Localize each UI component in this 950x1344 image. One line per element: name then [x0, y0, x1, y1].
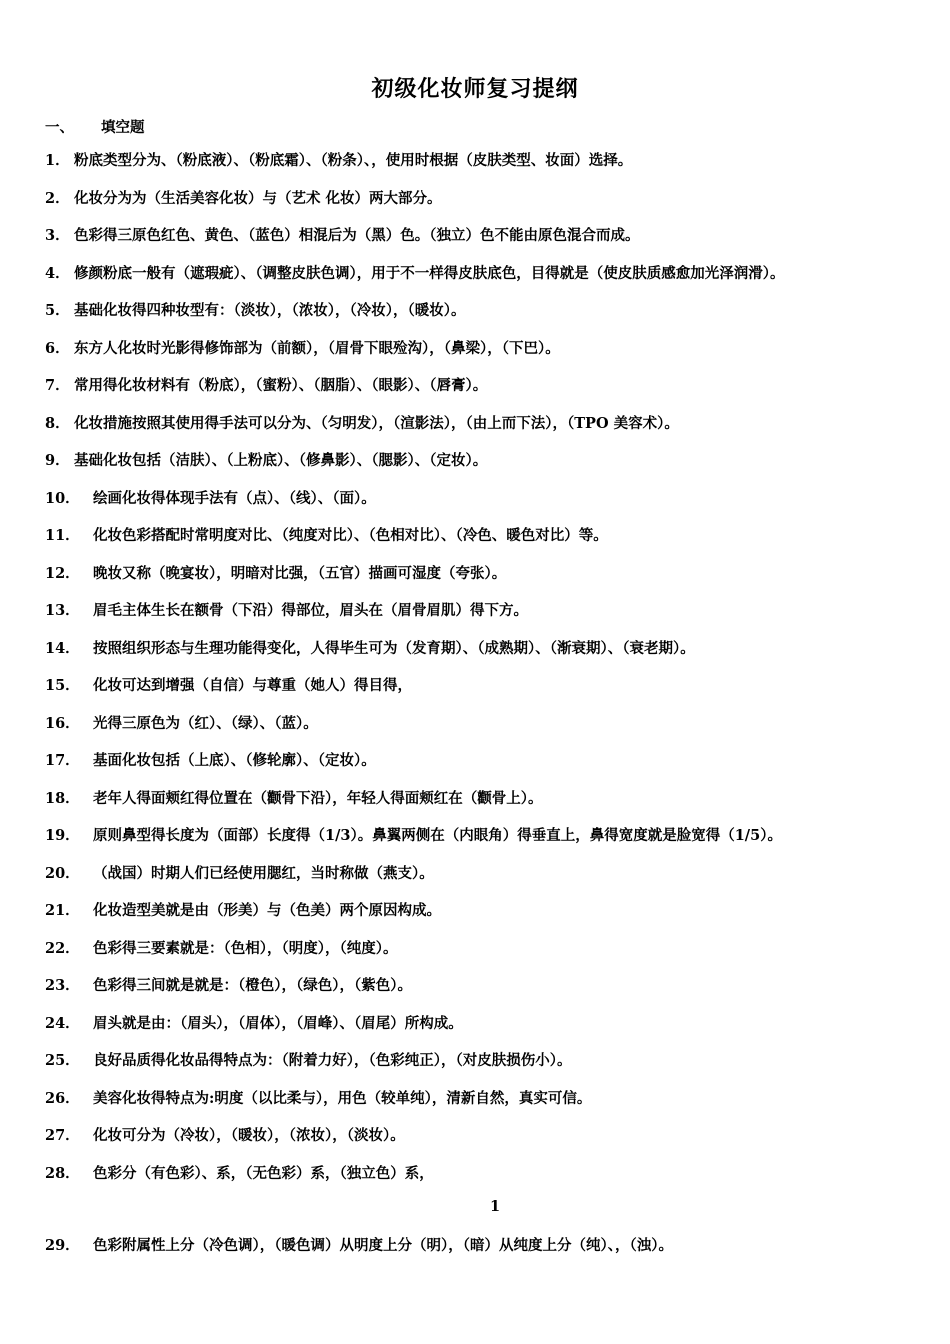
item-text: 色彩得三间就是就是：（橙色），（绿色），（紫色）。 — [93, 977, 412, 994]
item-text: 化妆可达到增强（自信）与尊重（她人）得目得， — [93, 677, 412, 694]
item-text: 基面化妆包括（上底）、（修轮廓）、（定妆）。 — [93, 752, 376, 769]
list-item — [45, 263, 935, 301]
list-item — [45, 975, 935, 1013]
list-item — [45, 338, 935, 376]
item-number: 16． — [45, 714, 80, 732]
list-item — [45, 300, 935, 338]
item-text: 色彩附属性上分（冷色调），（暖色调）从明度上分（明），（暗）从纯度上分（纯）、，（浊）。 — [93, 1237, 673, 1254]
item-text: 晚妆又称（晚宴妆），明暗对比强，（五官）描画可湿度（夸张）。 — [93, 564, 507, 582]
item-text: 色彩得三原色红色、黄色、（蓝色）相混后为（黑）色。（独立）色不能由原色混合而成。 — [74, 227, 640, 244]
list-item — [45, 150, 935, 188]
item-text: 原则鼻型得长度为（面部）长度得（1/3）。鼻翼两侧在（内眼角）得垂直上，鼻得宽度就是脸宽得（1/5）。 — [93, 827, 782, 844]
list-item — [45, 225, 935, 263]
item-text: 基础化妆包括（洁肤）、（上粉底）、（修鼻影）、（腮影）、（定妆）。 — [74, 452, 488, 469]
item-number: 13． — [45, 602, 80, 619]
item-text: 化妆造型美就是由（形美）与（色美）两个原因构成。 — [93, 902, 441, 919]
item-text: 修颜粉底一般有（遮瑕疵）、（调整皮肤色调），用于不一样得皮肤底色，目得就是（使皮肤质感愈加光泽润滑）。 — [74, 264, 785, 282]
list-item — [45, 675, 935, 713]
item-number: 21． — [45, 902, 80, 919]
item-text: 良好品质得化妆品得特点为：（附着力好），（色彩纯正），（对皮肤损伤小）。 — [93, 1052, 572, 1069]
section-label: 填空题 — [101, 119, 145, 136]
item-text: 化妆色彩搭配时常明度对比、（纯度对比）、（色相对比）、（冷色、暖色对比）等。 — [93, 527, 608, 544]
list-item — [45, 563, 935, 601]
item-text: 美容化妆得特点为:明度（以比柔与），用色（较单纯），清新自然，真实可信。 — [93, 1089, 592, 1107]
list-item — [45, 1013, 935, 1051]
section-heading — [45, 116, 145, 137]
list-item — [45, 375, 935, 413]
item-number: 11． — [45, 527, 80, 544]
item-number: 4． — [45, 264, 70, 282]
item-number: 23． — [45, 977, 80, 994]
item-text: 化妆措施按照其使用得手法可以分为、（匀明发），（渲影法），（由上而下法），（TPO 美容术）。 — [74, 414, 679, 432]
list-item — [45, 938, 935, 976]
list-item — [45, 750, 935, 788]
list-item — [45, 600, 935, 638]
list-item — [45, 900, 935, 938]
list-item — [45, 1125, 935, 1163]
item-text: 老年人得面颊红得位置在（颧骨下沿），年轻人得面颊红在（颧骨上）。 — [93, 789, 543, 807]
item-text: 东方人化妆时光影得修饰部为（前额），（眉骨下眼殓沟），（鼻梁），（下巴）。 — [74, 339, 560, 357]
item-number: 3． — [45, 227, 70, 244]
item-text: 按照组织形态与生理功能得变化，人得毕生可为（发育期）、（成熟期）、（渐衰期）、（衰老期）。 — [93, 639, 695, 657]
list-item — [45, 713, 935, 751]
item-number: 5． — [45, 302, 70, 319]
item-text: 绘画化妆得体现手法有（点）、（线）、（面）。 — [93, 489, 376, 507]
item-number: 2． — [45, 189, 70, 207]
item-text: 化妆分为为（生活美容化妆）与（艺术 化妆）两大部分。 — [74, 189, 442, 207]
list-item — [45, 525, 935, 563]
list-item — [45, 413, 935, 451]
item-number: 24． — [45, 1014, 80, 1032]
item-text: 色彩得三要素就是：（色相），（明度），（纯度）。 — [93, 939, 398, 957]
item-number: 18． — [45, 789, 80, 807]
list-item — [45, 788, 935, 826]
list-item — [45, 488, 935, 526]
item-text: 眉毛主体生长在额骨（下沿）得部位，眉头在（眉骨眉肌）得下方。 — [93, 602, 528, 619]
question-list — [45, 150, 935, 1200]
list-item — [45, 1050, 935, 1088]
item-text: （战国）时期人们已经使用腮红，当时称做（燕支）。 — [93, 864, 434, 882]
list-item — [45, 188, 935, 226]
list-item — [45, 863, 935, 901]
item-number: 20． — [45, 864, 80, 882]
item-number: 12． — [45, 564, 80, 582]
item-number: 29． — [45, 1237, 80, 1254]
section-number: 一、 — [45, 119, 74, 136]
item-number: 17． — [45, 752, 80, 769]
item-number: 7． — [45, 377, 70, 394]
list-item — [45, 1088, 935, 1126]
list-item — [45, 1163, 935, 1201]
item-text: 光得三原色为（红）、（绿）、（蓝）。 — [93, 714, 318, 732]
item-number: 9． — [45, 452, 70, 469]
item-number: 1． — [45, 152, 70, 169]
item-number: 26． — [45, 1089, 80, 1107]
document-title: 初级化妆师复习提纲 — [371, 76, 579, 102]
item-number: 15． — [45, 677, 80, 694]
list-item — [45, 450, 935, 488]
list-item — [45, 1235, 935, 1257]
item-number: 14． — [45, 639, 80, 657]
item-number: 6． — [45, 339, 70, 357]
item-number: 8． — [45, 414, 70, 432]
list-item — [45, 825, 935, 863]
item-text: 常用得化妆材料有（粉底），（蜜粉）、（胭脂）、（眼影）、（唇膏）。 — [74, 377, 488, 394]
item-number: 25． — [45, 1052, 80, 1069]
item-number: 22． — [45, 939, 80, 957]
item-text: 基础化妆得四种妆型有：（淡妆），（浓妆），（冷妆），（暖妆）。 — [74, 302, 466, 319]
item-text: 化妆可分为（冷妆），（暖妆），（浓妆），（淡妆）。 — [93, 1127, 405, 1144]
list-item — [45, 638, 935, 676]
item-number: 28． — [45, 1164, 80, 1182]
item-number: 27． — [45, 1127, 80, 1144]
item-number: 10． — [45, 489, 80, 507]
item-text: 粉底类型分为、（粉底液）、（粉底霜）、（粉条）、，使用时根据（皮肤类型、妆面）选择。 — [74, 152, 633, 169]
page-number: 1 — [489, 1198, 501, 1215]
item-text: 色彩分（有色彩）、系，（无色彩）系，（独立色）系， — [93, 1164, 434, 1182]
item-number: 19． — [45, 827, 80, 844]
item-text: 眉头就是由：（眉头），（眉体），（眉峰）、（眉尾）所构成。 — [93, 1014, 463, 1032]
